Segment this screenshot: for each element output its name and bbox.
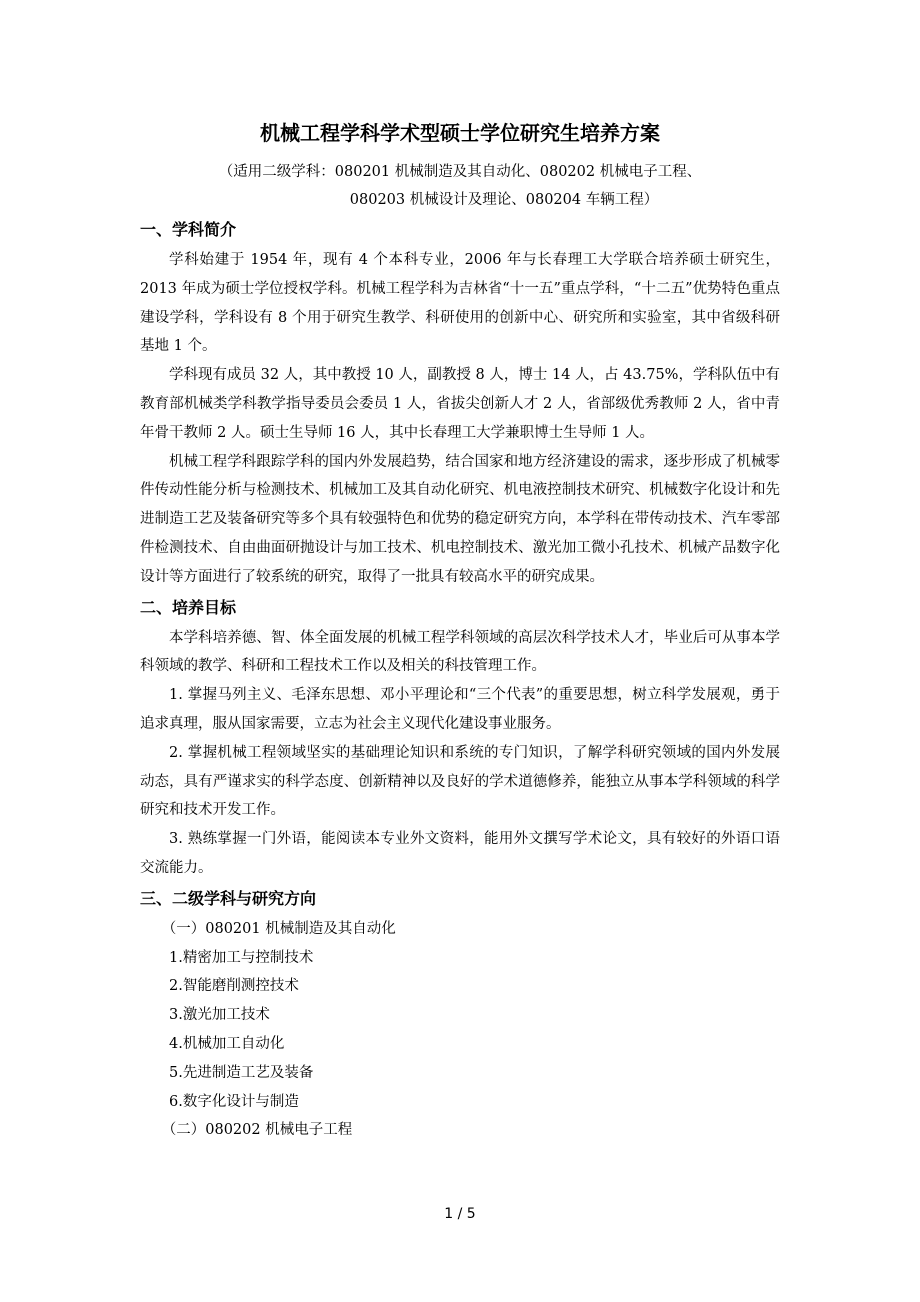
section-heading-goals: 二、培养目标	[140, 597, 237, 617]
section-heading-directions: 三、二级学科与研究方向	[140, 888, 317, 908]
subtitle-line-1: （适用二级学科：080201 机械制造及其自动化、080202 机械电子工程、	[218, 164, 702, 180]
paragraph: 本学科培养德、智、体全面发展的机械工程学科领域的高层次科学技术人才，毕业后可从事本学科领域的教学、科研和工程技术工作以及相关的科技管理工作。	[140, 629, 780, 675]
goal-item: 2. 掌握机械工程领域坚实的基础理论知识和系统的专门知识，了解学科研究领域的国内外发展动态，具有严谨求实的科学态度、创新精神以及良好的学术道德修养，能独立从事本学科领域的科学研究和技术开发工作。	[140, 744, 780, 819]
paragraph: 学科始建于 1954 年，现有 4 个本科专业，2006 年与长春理工大学联合培养硕士研究生，2013 年成为硕士学位授权学科。机械工程学科为吉林省“十一五”重点学科，“十二五”优势特色重点建设学科，学科设有 8 个用于研究生教学、科研使用的创新中心、研究所和实验室，其中省级科研基地 1 个。	[140, 252, 780, 355]
subdiscipline-heading: （二）080202 机械电子工程	[161, 1122, 353, 1139]
document-title: 机械工程学科学术型硕士学位研究生培养方案	[260, 121, 660, 145]
direction-item: 4.机械加工自动化	[169, 1035, 285, 1052]
direction-item: 2.智能磨削测控技术	[169, 978, 299, 995]
page-content	[140, 112, 780, 1145]
direction-item: 3.激光加工技术	[169, 1007, 270, 1024]
page-indicator: 1 / 5	[444, 1206, 476, 1222]
goal-item: 3. 熟练掌握一门外语，能阅读本专业外文资料，能用外文撰写学术论文，具有较好的外语口语交流能力。	[140, 831, 780, 876]
subtitle-line-2: 080203 机械设计及理论、080204 车辆工程）	[349, 192, 659, 208]
goal-item: 1. 掌握马列主义、毛泽东思想、邓小平理论和“三个代表”的重要思想，树立科学发展观，勇于追求真理，服从国家需要，立志为社会主义现代化建设事业服务。	[140, 687, 780, 732]
paragraph: 学科现有成员 32 人，其中教授 10 人，副教授 8 人，博士 14 人，占 43.75%，学科队伍中有教育部机械类学科教学指导委员会委员 1 人，省拔尖创新人才 2 人，省部级优秀教师 2 人，省中青年骨干教师 2 人。硕士生导师 16 人，其中长春理工大学兼职博士生导师 1 人。	[140, 367, 780, 441]
subdiscipline-heading: （一）080201 机械制造及其自动化	[161, 920, 396, 937]
direction-item: 6.数字化设计与制造	[169, 1093, 299, 1110]
section-heading-intro: 一、学科简介	[140, 220, 237, 239]
direction-item: 5.先进制造工艺及装备	[169, 1064, 314, 1081]
direction-item: 1.精密加工与控制技术	[169, 949, 314, 966]
paragraph: 机械工程学科跟踪学科的国内外发展趋势，结合国家和地方经济建设的需求，逐步形成了机械零件传动性能分析与检测技术、机械加工及其自动化研究、机电液控制技术研究、机械数字化设计和先进制造工艺及装备研究等多个具有较强特色和优势的稳定研究方向，本学科在带传动技术、汽车零部件检测技术、自由曲面研抛设计与加工技术、机电控制技术、激光加工微小孔技术、机械产品数字化设计等方面进行了较系统的研究，取得了一批具有较高水平的研究成果。	[140, 453, 780, 585]
